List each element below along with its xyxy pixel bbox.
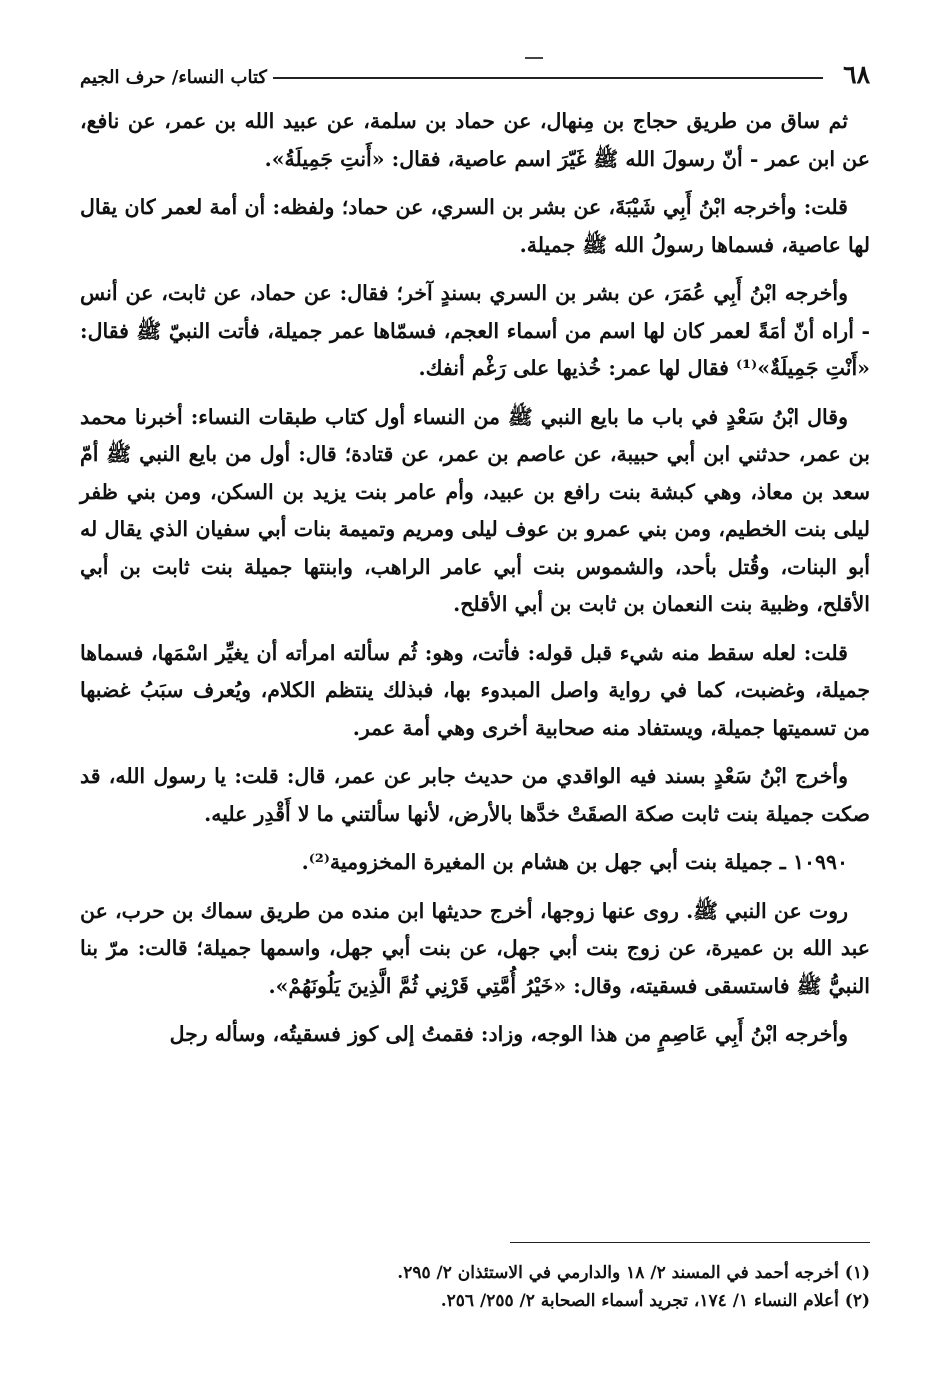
paragraph: وأخرج ابْنُ سَعْدٍ بسند فيه الواقدي من حديث جابر عن عمر، قال: قلت: يا رسول الله، قد صكت جميلة بنت ثابت صكة الصقَتْ خدَّها بالأرض، لأنها سألتني ما لا أَقْدِر عليه. [80,764,870,826]
paragraph: وأخرجه ابْنُ أَبِي عَاصِمٍ من هذا الوجه، وزاد: فقمتُ إلى كوز فسقيتُه، وسأله رجل [169,1022,848,1046]
paragraph: وأخرجه ابْنُ أَبِي عُمَرَ، عن بشر بن السري بسندٍ آخر؛ فقال: عن حماد، عن ثابت، عن أنس - أراه أنّ أمَةً لعمر كان لها اسم من أسماء العجم، فسمّاها عمر جميلة، فأتت النبيّ ﷺ فقال: «أَنْتِ جَمِيلَةٌ»⁽¹⁾ فقال لها عمر: خُذيها على رَغْم أنفك. [80,281,870,380]
footnote-list [80,1259,870,1315]
footnote: (٢) أعلام النساء ١/ ١٧٤، تجريد أسماء الصحابة ٢/ ٢٥٥/ ٢٥٦. [440,1291,870,1311]
page-body [80,103,870,1054]
paragraph: وقال ابْنُ سَعْدٍ في باب ما بايع النبي ﷺ من النساء أول كتاب طبقات النساء: أخبرنا محمد بن عمر، حدثني ابن أبي حبيبة، عن عاصم بن عمر، عن قتادة؛ قال: أول من بايع النبي ﷺ أمّ سعد بن معاذ، وهي كبشة بنت رافع بن عبيد، وأم عامر بنت يزيد بن السكن، ومن بني ظفر ليلى بنت الخطيم، ومن بني عمرو بن عوف ليلى ومريم وتميمة بنات أبي سفيان الذي يقال له أبو البنات، وقُتل بأحد، والشموس بنت أبي عامر الراهب، وابنتها جميلة بنت ثابت بن أبي الأقلح، وظبية بنت النعمان بن ثابت بن أبي الأقلح. [80,404,870,616]
book-page [80,45,870,1065]
entry-heading: ١٠٩٩٠ ـ جميلة بنت أبي جهل بن هشام بن المغيرة المخزومية⁽²⁾. [301,850,848,874]
page-number: ٦٨ [843,60,870,89]
header-rule [273,77,823,79]
paragraph: روت عن النبي ﷺ. روى عنها زوجها، أخرج حديثها ابن منده من طريق سماك بن حرب، عن عبد الله بن عميرة، عن زوج بنت أبي جهل، عن بنت أبي جهل، واسمها جميلة؛ قالت: مرّ بنا النبيُّ ﷺ فاستسقى فسقيته، وقال: «خَيْرُ أُمَّتِي قَرْنِي ثُمَّ الَّذِينَ يَلُونَهُمْ». [80,898,870,998]
paragraph: قلت: لعله سقط منه شيء قبل قوله: فأتت، وهو: ثُم سألته امرأته أن يغيِّر اسْمَها، فسماها جميلة، وغضبت، كما في رواية واصل المبدوء بها، فبذلك ينتظم الكلام، ويُعرف سبَبُ غضبها من تسميتها جميلة، ويستفاد منه صحابية أخرى وهي أمة عمر. [80,640,870,740]
paragraph: ثم ساق من طريق حجاج بن مِنهال، عن حماد بن سلمة، عن عبيد الله بن عمر، عن نافع، عن ابن عمر - أنّ رسولَ الله ﷺ غَيّرَ اسم عاصية، فقال: «أَنتِ جَمِيلَةُ». [80,109,870,171]
footnotes [80,1242,870,1315]
running-title: كتاب النساء/ حرف الجيم [80,67,267,88]
page-header [80,45,870,87]
footnote-rule [510,1242,870,1243]
footnote: (١) أخرجه أحمد في المسند ٢/ ١٨ والدارمي في الاستئذان ٢/ ٢٩٥. [397,1263,870,1283]
paragraph: قلت: وأخرجه ابْنُ أَبِي شَيْبَةَ، عن بشر بن السري، عن حماد؛ ولفظه: أن أمة لعمر كان يقال لها عاصية، فسماها رسولُ الله ﷺ جميلة. [80,195,870,257]
